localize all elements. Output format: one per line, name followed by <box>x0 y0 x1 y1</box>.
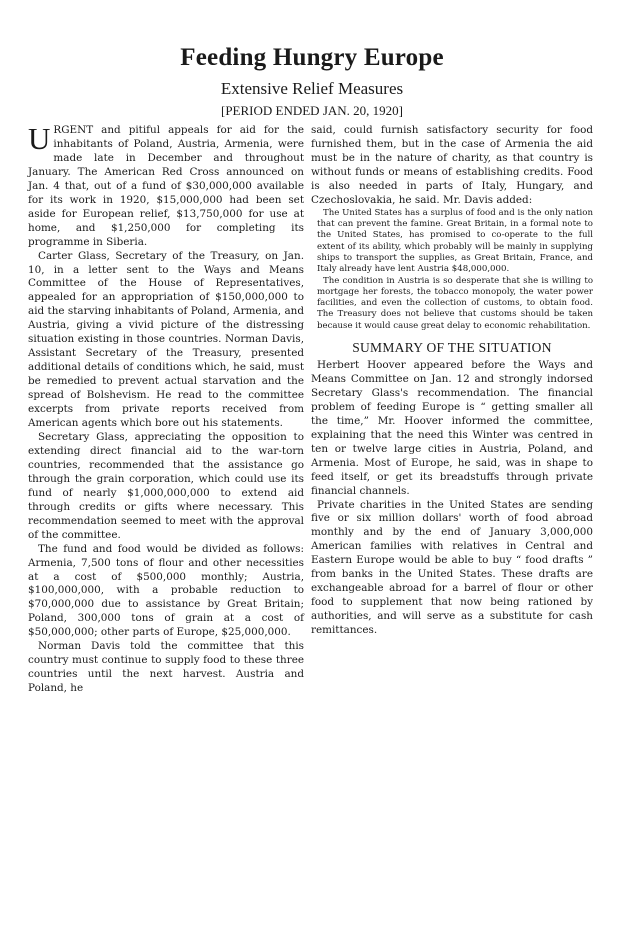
left-column <box>28 121 304 696</box>
paragraph-intro <box>28 121 304 250</box>
section-heading-summary: SUMMARY OF THE SITUATION <box>352 339 552 355</box>
drop-cap: U <box>28 121 51 156</box>
article-subtitle: Extensive Relief Measures <box>220 79 404 98</box>
paragraph-davis-committee: Norman Davis told the committee that this country must continue to supply food to these three countries until the next harvest. Austria and Poland, he <box>28 640 304 695</box>
paragraph-glass-letter: Carter Glass, Secretary of the Treasury, on Jan. 10, in a letter sent to the Ways and Means Committee of the House of Representatives, appealed for an appropriation of $150,000,000 to aid the starving inhabitants of Poland, Armenia, and Austria, giving a vivid picture of the distressing situation existing in those countries. Norman Davis, Assistant Secretary of the Treasury, presented additional details of conditions which, he said, must be remedied to prevent actual starvation and the spread of Bolshevism. He read to the committee excerpts from private reports received from American agents which bore out his statements. <box>28 249 304 430</box>
paragraph-intro-text: RGENT and pitiful appeals for aid for the inhabitants of Poland, Austria, Armenia, were made late in December and throughout January. The American Red Cross announced on Jan. 4 that, out of a fund of $30,000,000 available for its work in 1920, $15,000,000 had been set aside for European relief, $13,750,000 for use at home, and $1,250,000 for completing its programme in Siberia. <box>28 124 304 248</box>
paragraph-fund-division: The fund and food would be divided as follows: Armenia, 7,500 tons of flour and other necessities at a cost of $500,000 monthly; Austria, $100,000,000, with a probable reduction to $70,000,000 due to assistance by Great Britain; Poland, 300,000 tons of grain at a cost of $50,000,000; other parts of Europe, $25,000,000. <box>28 542 304 639</box>
article-title: Feeding Hungry Europe <box>180 44 444 71</box>
paragraph-private-charities: Private charities in the United States are sending five or six million dollars' worth of food abroad monthly and by the end of January 3,000,000 American families with relatives in Central and Eastern Europe would be able to buy “ food drafts ” from banks in the United States. These drafts are exchangeable abroad for a barrel of flour or other food to supplement that now being rationed by authorities, and will serve as a substitute for cash remittances. <box>311 498 593 637</box>
right-column <box>311 124 593 638</box>
quote-surplus-food: The United States has a surplus of food and is the only nation that can prevent the famine. Great Britain, in a formal note to the United States, has promised to co-operate to the full extent of its ability, which probably will be mainly in supplying ships to transport the supplies, as Great Britain, France, and Italy already have lent Austria $48,000,000. <box>317 207 593 275</box>
paragraph-grain-corporation: Secretary Glass, appreciating the opposition to extending direct financial aid to the war-torn countries, recommended that the assistance go through the grain corporation, which could use its fund of nearly $1,000,000,000 to extend aid through credits or gifts where necessary. This recommendation seemed to meet with the approval of the committee. <box>28 430 304 541</box>
article-dateline: [PERIOD ENDED JAN. 20, 1920] <box>221 103 403 118</box>
paragraph-security: said, could furnish satisfactory security for food furnished them, but in the case of Armenia the aid must be in the nature of charity, as that country is without funds or means of establishing credits. Food is also needed in parts of Italy, Hungary, and Czechoslovakia, he said. Mr. Davis added: <box>311 124 593 206</box>
quote-austria-condition: The condition in Austria is so desperate that she is willing to mortgage her forests, the tobacco monopoly, the water power facilities, and even the collection of customs, to obtain food. The Treasury does not believe that customs should be taken because it would cause great delay to economic rehabilitation. <box>317 275 593 331</box>
paragraph-hoover: Herbert Hoover appeared before the Ways and Means Committee on Jan. 12 and strongly indorsed Secretary Glass's recommendation. The financial problem of feeding Europe is “ getting smaller all the time,” Mr. Hoover informed the committee, explaining that the need this Winter was centred in ten or twelve large cities in Austria, Poland, and Armenia. Most of Europe, he said, was in shape to feed itself, or get its breadstuffs through private financial channels. <box>311 358 593 497</box>
